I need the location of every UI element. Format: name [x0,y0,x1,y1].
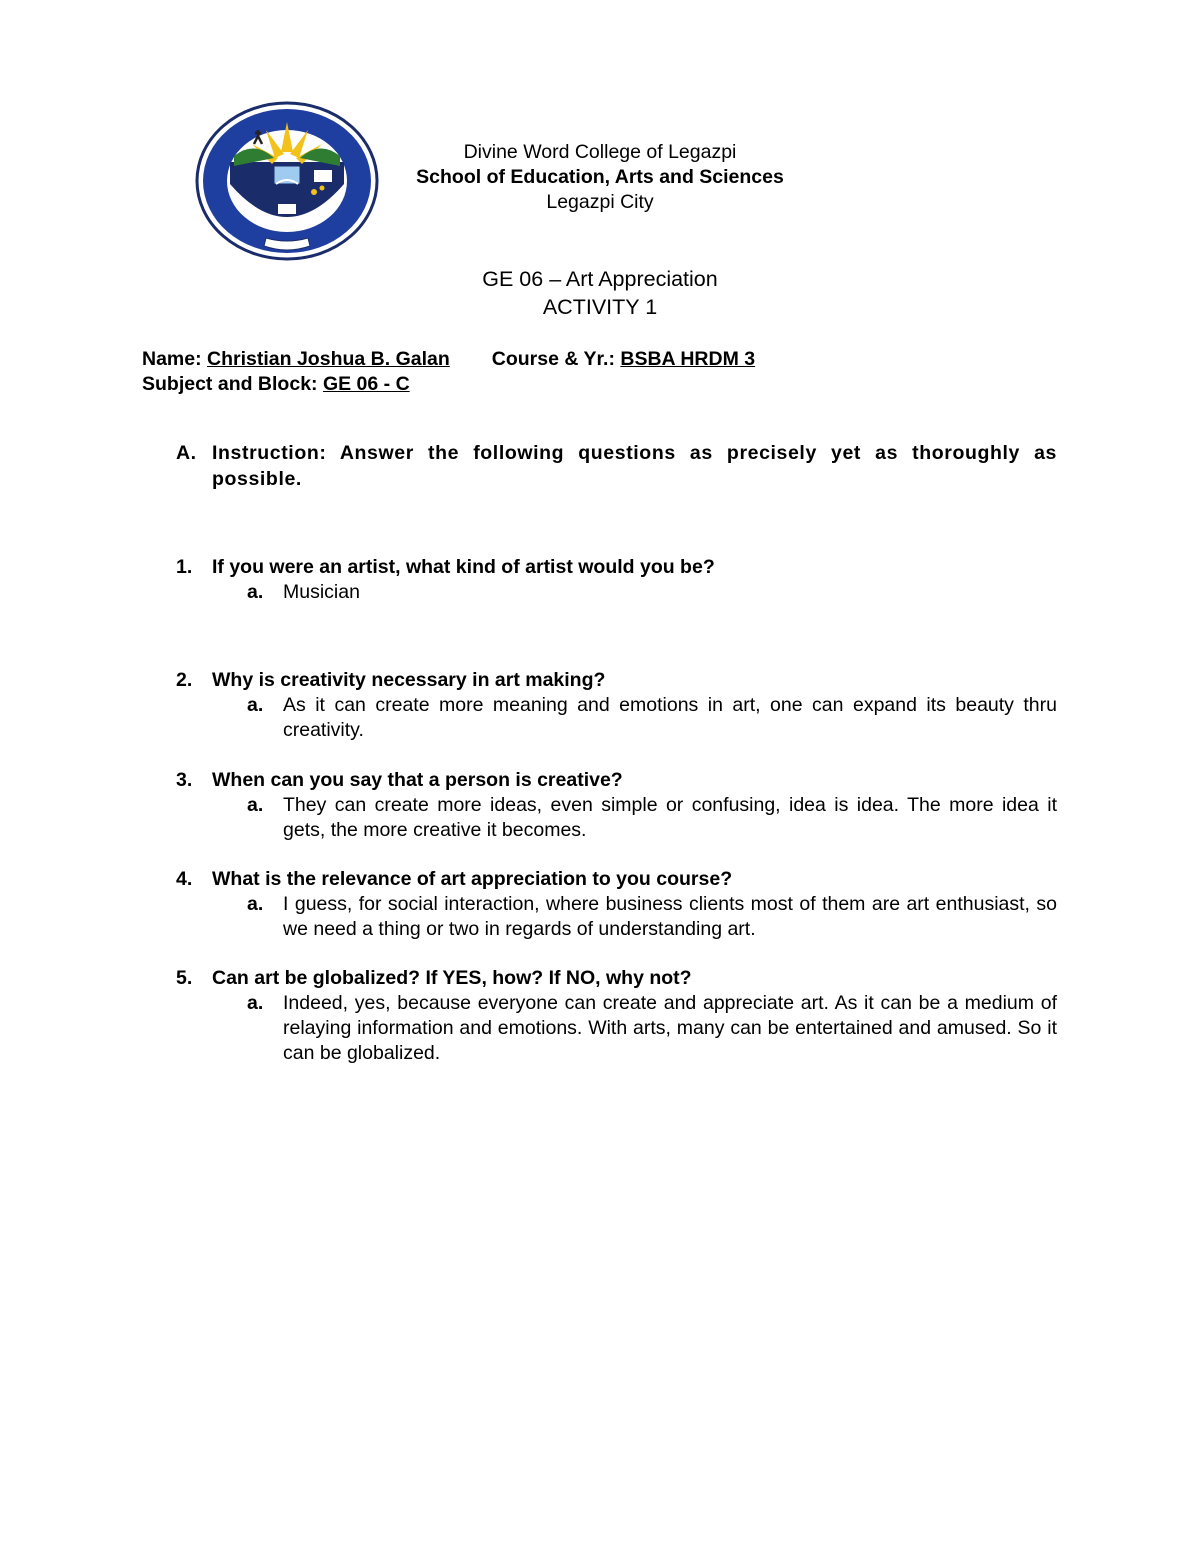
question-number: 5. [176,967,193,989]
activity-title: ACTIVITY 1 [542,295,658,319]
question-number: 3. [176,769,193,791]
question-number: 4. [176,868,193,890]
answer-label: a. [247,992,264,1014]
course-label: Course & Yr.: [491,348,621,370]
info-row-1 [142,347,755,372]
course-title: GE 06 – Art Appreciation [482,267,718,291]
question-text: Can art be globalized? If YES, how? If NO, why not? [212,967,692,989]
name-value: Christian Joshua B. Galan [207,348,450,370]
answer-text: Musician [283,581,360,603]
question-number: 1. [176,556,193,578]
answer-item [247,793,1057,843]
answer-text: They can create more ideas, even simple or confusing, idea is idea. The more idea it gets, the more creative it becomes. [283,794,1057,841]
city-name: Legazpi City [546,191,654,213]
subject-value: GE 06 - C [322,373,410,395]
subject-label: Subject and Block: [142,373,323,395]
question-item-3 [176,768,1057,843]
instruction-text: Instruction: Answer the following questions as precisely yet as thoroughly as possible. [212,442,1057,490]
name-label: Name: [142,348,208,370]
answer-label: a. [247,694,264,716]
answer-label: a. [247,893,264,915]
course-value: BSBA HRDM 3 [620,348,756,370]
question-text: What is the relevance of art appreciation to you course? [212,868,733,890]
info-row-2 [142,372,755,397]
question-item-2 [176,668,1057,743]
student-info [142,347,755,397]
answer-text: Indeed, yes, because everyone can create and appreciate art. As it can be a medium of relaying information and emotions. With arts, many can be entertained and amused. So it can be globalized. [283,992,1057,1064]
answer-item [247,892,1057,942]
answer-text: As it can create more meaning and emotions in art, one can expand its beauty thru creativity. [283,694,1057,741]
college-name: Divine Word College of Legazpi [463,141,737,163]
question-item-4 [176,867,1057,942]
school-name: School of Education, Arts and Sciences [416,166,784,188]
document-title [0,265,1200,321]
answer-label: a. [247,581,264,603]
instruction-block [176,440,1057,492]
question-text: When can you say that a person is creative? [212,769,623,791]
college-header [0,140,1200,215]
answer-item [247,991,1057,1066]
instruction-label: A. [176,442,197,464]
answer-text: I guess, for social interaction, where business clients most of them are art enthusiast, so we need a thing or two in regards of understanding art. [283,893,1057,940]
question-text: Why is creativity necessary in art making? [212,669,606,691]
answer-label: a. [247,794,264,816]
answer-item [247,693,1057,743]
question-text: If you were an artist, what kind of artist would you be? [212,556,715,578]
question-item-1 [176,555,1057,605]
answer-item [247,580,1057,605]
question-number: 2. [176,669,193,691]
question-item-5 [176,966,1057,1066]
